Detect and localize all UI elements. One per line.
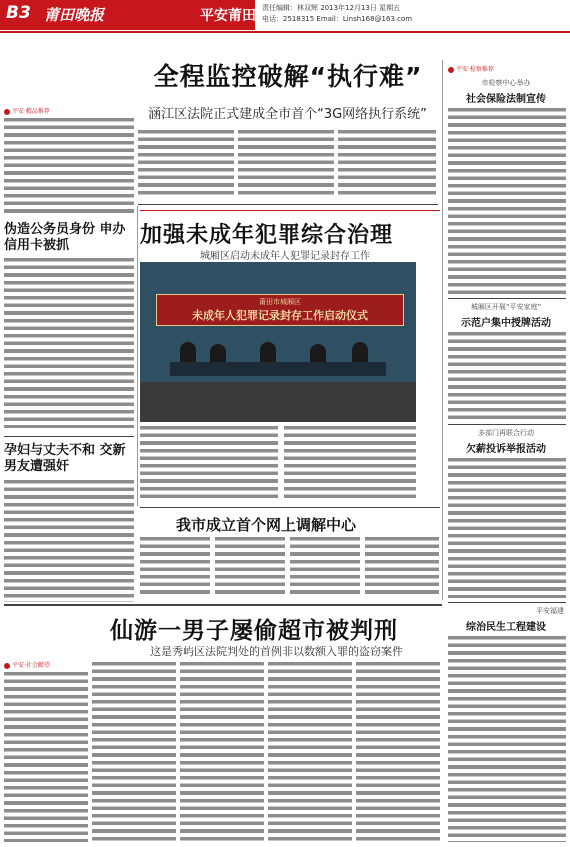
- masthead-info-line1: 责任编辑：林双辉 2013年12月13日 星期五: [262, 4, 401, 12]
- masthead: [0, 0, 570, 36]
- right-story2-kicker: 城厢区开展“平安家庭”: [470, 303, 542, 311]
- bullet-icon: [4, 663, 10, 669]
- bullet-icon: [448, 67, 454, 73]
- right-story1-title: 社会保险法制宣传: [466, 94, 546, 105]
- bottom-story-col2: [92, 662, 176, 842]
- photo-banner: [156, 294, 404, 326]
- right-story4-body: [448, 636, 566, 842]
- divider: [448, 602, 566, 603]
- divider: [4, 436, 134, 437]
- right-story3-title: 欠薪投诉举报活动: [466, 444, 546, 455]
- bottom-story-col3: [180, 662, 264, 842]
- bullet-icon: [4, 109, 10, 115]
- right-story3-body: [448, 458, 566, 598]
- right-story4-kicker: 平安福建: [536, 607, 564, 615]
- story-fake-official-body: [4, 258, 134, 428]
- right-story2-body: [448, 332, 566, 420]
- photo-floor: [140, 382, 416, 422]
- column-divider: [137, 206, 138, 506]
- center-top-rule: [140, 210, 440, 211]
- main-subheadline: 涵江区法院正式建成全市首个“3G网络执行系统”: [148, 107, 427, 122]
- bottom-story-col4: [268, 662, 352, 842]
- center-headline: 加强未成年犯罪综合治理: [140, 223, 394, 248]
- main-story-col4: [338, 130, 436, 196]
- bottom-headline: 仙游一男子屡偷超市被判刑: [110, 618, 398, 644]
- bottom-subheadline: 这是秀屿区法院判处的首例非以数额入罪的盗窃案件: [150, 645, 403, 658]
- right-story2-title: 示范户集中授牌活动: [461, 318, 551, 329]
- center-story-col1: [140, 426, 278, 502]
- mediation-headline: 我市成立首个网上调解中心: [176, 516, 357, 534]
- mediation-col1: [140, 537, 210, 597]
- right-story1-body: [448, 108, 566, 294]
- masthead-rule: [0, 31, 570, 33]
- tag-society: [4, 660, 50, 669]
- tag-procuratorate-label: 平安·检察推荐: [456, 66, 494, 73]
- mediation-col2: [215, 537, 285, 597]
- right-story1-kicker: 市检察中心举办: [481, 79, 531, 87]
- divider: [140, 507, 440, 508]
- tag-procuratorate: [448, 64, 494, 73]
- story-pregnant-woman-title: 孕妇与丈夫不和 交新男友遭强奸: [4, 443, 126, 474]
- photo-banner-line2: 未成年人犯罪记录封存工作启动仪式: [192, 309, 368, 322]
- bottom-story-col1: [4, 672, 88, 842]
- main-story-col2: [138, 130, 234, 196]
- main-story-col1: [4, 118, 134, 214]
- bottom-story-col5: [356, 662, 440, 842]
- column-divider: [442, 60, 443, 600]
- tag-featured: [4, 106, 50, 115]
- event-photo: [140, 262, 416, 422]
- right-story3-kicker: 多部门再联合行动: [478, 429, 534, 437]
- divider: [4, 604, 442, 606]
- mediation-col4: [365, 537, 439, 597]
- photo-table: [170, 362, 386, 376]
- tag-society-label: 平安·社会瞭望: [12, 662, 50, 669]
- right-story4-title: 综治民生工程建设: [466, 622, 546, 633]
- divider: [138, 204, 438, 205]
- main-headline: 全程监控破解“执行难”: [153, 62, 423, 91]
- section-title: 平安莆田: [200, 8, 256, 24]
- tag-featured-label: 平安·精品推荐: [12, 108, 50, 115]
- masthead-info: [262, 3, 562, 25]
- main-story-col3: [238, 130, 334, 196]
- photo-banner-line1: 莆田市城厢区: [259, 298, 301, 306]
- divider: [448, 298, 566, 299]
- masthead-info-line2: 电话：2518315 Email：Linsh168@163.com: [262, 15, 413, 23]
- mediation-col3: [290, 537, 360, 597]
- center-story-col2: [284, 426, 416, 502]
- page-number: B3: [6, 3, 31, 23]
- divider: [448, 424, 566, 425]
- paper-name: 莆田晚报: [44, 6, 105, 24]
- story-pregnant-woman-body: [4, 480, 134, 602]
- story-fake-official-title: 伪造公务员身份 申办信用卡被抓: [4, 222, 126, 253]
- center-subheadline: 城厢区启动未成年人犯罪记录封存工作: [200, 251, 370, 262]
